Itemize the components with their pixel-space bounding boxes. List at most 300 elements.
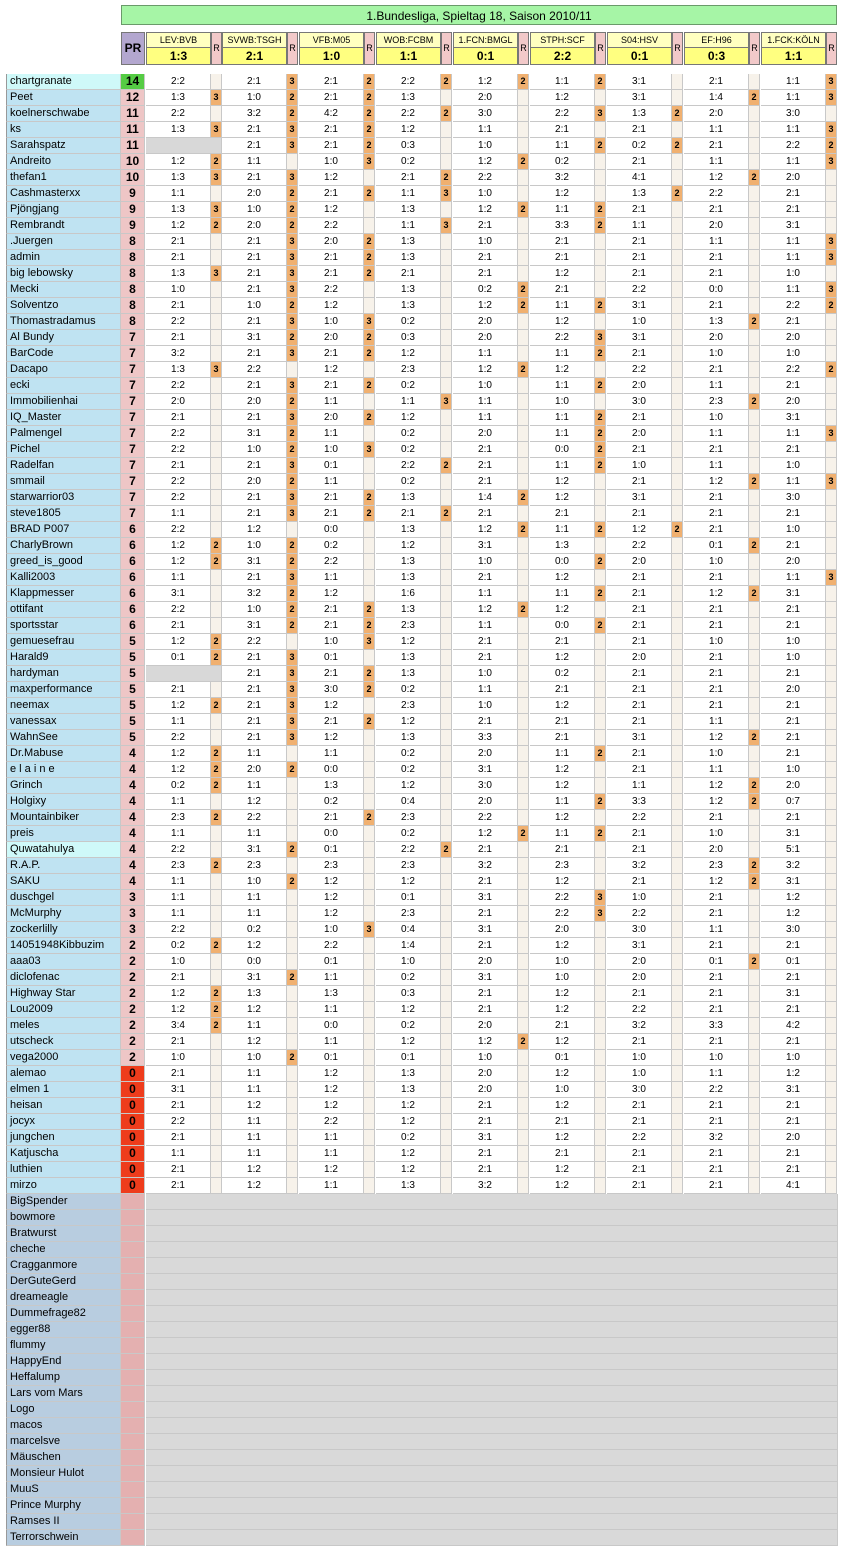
- bonus-cell: [287, 794, 298, 810]
- player-name: McMurphy: [6, 906, 121, 922]
- bonus-cell: [211, 378, 222, 394]
- bonus-cell: 3: [287, 570, 298, 586]
- player-name: Al Bundy: [6, 330, 121, 346]
- tip-cell: 3:1: [222, 842, 287, 858]
- match-teams: WOB:FCBM: [376, 32, 441, 48]
- bonus-cell: [595, 506, 606, 522]
- missing-tip-cell: [146, 138, 222, 154]
- tip-cell: 0:3: [376, 138, 441, 154]
- tip-cell: 2:1: [761, 1098, 826, 1114]
- bonus-cell: [595, 490, 606, 506]
- tip-cell: 2:1: [761, 970, 826, 986]
- tip-cell: 2:1: [607, 826, 672, 842]
- table-row: [6, 1386, 838, 1402]
- table-row: [6, 122, 838, 138]
- bonus-cell: [672, 858, 683, 874]
- tip-cell: 1:1: [299, 970, 364, 986]
- tip-cell: 1:2: [761, 890, 826, 906]
- tip-cell: 2:1: [530, 682, 595, 698]
- tip-cell: 3:1: [761, 874, 826, 890]
- tip-cell: 2:2: [222, 634, 287, 650]
- table-row: [6, 1034, 838, 1050]
- match-teams: EF:H96: [684, 32, 749, 48]
- bonus-cell: 3: [595, 330, 606, 346]
- tip-cell: 1:1: [146, 1146, 211, 1162]
- player-name: meles: [6, 1018, 121, 1034]
- tip-cell: 2:2: [607, 1130, 672, 1146]
- bonus-cell: 2: [441, 74, 452, 90]
- tip-cell: 1:0: [453, 138, 518, 154]
- bonus-cell: [749, 826, 760, 842]
- bonus-cell: 2: [287, 90, 298, 106]
- bonus-cell: [672, 586, 683, 602]
- tip-cell: 2:1: [684, 506, 749, 522]
- tip-cell: 2:1: [684, 618, 749, 634]
- bonus-cell: [287, 362, 298, 378]
- tip-cell: 3:1: [222, 426, 287, 442]
- table-row: [6, 1498, 838, 1514]
- table-row: [6, 490, 838, 506]
- bonus-cell: [826, 698, 837, 714]
- bonus-cell: [826, 1098, 837, 1114]
- bonus-cell: [672, 1098, 683, 1114]
- tip-cell: 1:2: [376, 1146, 441, 1162]
- bonus-cell: [672, 954, 683, 970]
- bonus-cell: [595, 1018, 606, 1034]
- tip-cell: 2:0: [222, 186, 287, 202]
- tip-cell: 0:0: [299, 1018, 364, 1034]
- tip-cell: 1:3: [607, 186, 672, 202]
- tip-cell: 2:1: [222, 682, 287, 698]
- player-name: starwarrior03: [6, 490, 121, 506]
- bonus-cell: 2: [287, 970, 298, 986]
- table-row: [6, 1466, 838, 1482]
- tip-cell: 2:1: [607, 234, 672, 250]
- bonus-cell: 2: [211, 698, 222, 714]
- bonus-cell: 2: [518, 298, 529, 314]
- tip-cell: 1:2: [146, 218, 211, 234]
- bonus-cell: [518, 138, 529, 154]
- tip-cell: 1:2: [530, 698, 595, 714]
- empty-tips: [146, 1450, 838, 1466]
- tip-cell: 2:1: [530, 282, 595, 298]
- tip-cell: 0:3: [376, 330, 441, 346]
- tip-cell: 3:2: [761, 858, 826, 874]
- tip-cell: 3:2: [607, 858, 672, 874]
- bonus-cell: [518, 778, 529, 794]
- tip-cell: 1:2: [530, 986, 595, 1002]
- bonus-cell: 3: [287, 314, 298, 330]
- tip-cell: 1:3: [146, 122, 211, 138]
- tip-cell: 2:1: [453, 474, 518, 490]
- player-points: 4: [121, 826, 145, 842]
- bonus-cell: 2: [211, 650, 222, 666]
- bonus-cell: 2: [211, 1018, 222, 1034]
- tip-cell: 2:1: [684, 970, 749, 986]
- bonus-cell: [441, 314, 452, 330]
- tip-cell: 1:1: [222, 826, 287, 842]
- bonus-cell: [595, 858, 606, 874]
- tip-cell: 2:3: [146, 858, 211, 874]
- bonus-cell: [441, 1098, 452, 1114]
- tip-cell: 1:2: [299, 874, 364, 890]
- tip-cell: 1:1: [607, 778, 672, 794]
- bonus-cell: 2: [211, 538, 222, 554]
- bonus-cell: 3: [826, 474, 837, 490]
- tip-cell: 1:3: [376, 570, 441, 586]
- table-row: [6, 874, 838, 890]
- player-points: 2: [121, 970, 145, 986]
- bonus-cell: [441, 554, 452, 570]
- player-name: SAKU: [6, 874, 121, 890]
- bonus-cell: [749, 122, 760, 138]
- tip-cell: 1:1: [684, 234, 749, 250]
- bonus-cell: [749, 970, 760, 986]
- table-row: [6, 234, 838, 250]
- tip-cell: 2:1: [146, 298, 211, 314]
- tip-cell: 2:1: [607, 410, 672, 426]
- player-name: Palmengel: [6, 426, 121, 442]
- tip-cell: 3:0: [607, 1082, 672, 1098]
- tip-cell: 2:1: [684, 490, 749, 506]
- bonus-cell: 3: [287, 730, 298, 746]
- tip-cell: 1:2: [376, 1162, 441, 1178]
- bonus-cell: [211, 1082, 222, 1098]
- bonus-cell: 3: [287, 650, 298, 666]
- table-row: [6, 1242, 838, 1258]
- tip-cell: 2:0: [607, 426, 672, 442]
- tip-cell: 2:1: [146, 1034, 211, 1050]
- table-row: [6, 522, 838, 538]
- bonus-cell: 2: [364, 138, 375, 154]
- tip-cell: 2:3: [684, 394, 749, 410]
- bonus-cell: [749, 762, 760, 778]
- bonus-cell: [826, 1066, 837, 1082]
- tip-cell: 1:2: [146, 986, 211, 1002]
- tip-cell: 3:1: [607, 490, 672, 506]
- bonus-cell: [826, 458, 837, 474]
- bonus-cell: [672, 1034, 683, 1050]
- tip-cell: 2:1: [607, 122, 672, 138]
- tip-cell: 1:2: [684, 794, 749, 810]
- bonus-cell: [211, 906, 222, 922]
- bonus-cell: 2: [287, 842, 298, 858]
- bonus-cell: [826, 858, 837, 874]
- player-points: 6: [121, 586, 145, 602]
- tip-cell: 2:1: [299, 666, 364, 682]
- bonus-cell: 2: [364, 506, 375, 522]
- bonus-cell: 2: [595, 826, 606, 842]
- tip-cell: 3:0: [453, 106, 518, 122]
- bonus-cell: [364, 1082, 375, 1098]
- tip-cell: 2:1: [607, 634, 672, 650]
- empty-tips: [146, 1402, 838, 1418]
- bonus-cell: [749, 1098, 760, 1114]
- tip-cell: 1:3: [376, 90, 441, 106]
- player-name: Solventzo: [6, 298, 121, 314]
- table-row: [6, 1130, 838, 1146]
- tip-cell: 2:1: [376, 506, 441, 522]
- tip-cell: 1:2: [530, 570, 595, 586]
- player-points: 7: [121, 474, 145, 490]
- table-row: [6, 586, 838, 602]
- bonus-cell: 2: [749, 778, 760, 794]
- player-name: sportsstar: [6, 618, 121, 634]
- tip-cell: 1:1: [299, 570, 364, 586]
- bonus-cell: [826, 1146, 837, 1162]
- bonus-cell: 2: [211, 986, 222, 1002]
- tip-cell: 2:1: [530, 634, 595, 650]
- bonus-cell: [749, 1178, 760, 1194]
- tip-cell: 2:1: [222, 650, 287, 666]
- player-name: BRAD P007: [6, 522, 121, 538]
- bonus-cell: [518, 122, 529, 138]
- tip-cell: 2:2: [146, 522, 211, 538]
- bonus-cell: [287, 522, 298, 538]
- bonus-cell: [672, 1130, 683, 1146]
- tip-cell: 2:0: [607, 554, 672, 570]
- bonus-cell: 2: [749, 538, 760, 554]
- tip-cell: 1:2: [299, 906, 364, 922]
- tip-cell: 2:0: [607, 650, 672, 666]
- tip-cell: 1:4: [684, 90, 749, 106]
- tip-cell: 2:2: [684, 186, 749, 202]
- bonus-cell: 3: [287, 490, 298, 506]
- match-result: 2:2: [530, 48, 595, 65]
- bonus-cell: [826, 170, 837, 186]
- bonus-cell: 2: [287, 426, 298, 442]
- tip-cell: 3:0: [607, 394, 672, 410]
- bonus-cell: [364, 554, 375, 570]
- table-row: [6, 954, 838, 970]
- player-name: DerGuteGerd: [6, 1274, 121, 1290]
- bonus-cell: 3: [826, 122, 837, 138]
- bonus-cell: 3: [287, 346, 298, 362]
- bonus-cell: [441, 138, 452, 154]
- tip-cell: 2:1: [684, 74, 749, 90]
- bonus-cell: [749, 922, 760, 938]
- table-row: [6, 314, 838, 330]
- bonus-cell: [518, 842, 529, 858]
- tip-cell: 1:0: [761, 1050, 826, 1066]
- bonus-cell: [211, 522, 222, 538]
- player-points: 7: [121, 362, 145, 378]
- bonus-cell: [287, 938, 298, 954]
- tip-cell: 2:1: [684, 250, 749, 266]
- bonus-cell: [441, 954, 452, 970]
- tip-cell: 1:1: [299, 1146, 364, 1162]
- bonus-cell: [672, 314, 683, 330]
- tip-cell: 1:1: [222, 1114, 287, 1130]
- bonus-cell: [211, 874, 222, 890]
- player-name: thefan1: [6, 170, 121, 186]
- match-teams: 1.FCK:KÖLN: [761, 32, 826, 48]
- empty-tips: [146, 1370, 838, 1386]
- bonus-cell: 2: [364, 90, 375, 106]
- bonus-cell: 2: [595, 346, 606, 362]
- tip-cell: 1:2: [761, 1066, 826, 1082]
- bonus-cell: 2: [749, 794, 760, 810]
- bonus-cell: [595, 474, 606, 490]
- bonus-cell: [826, 1114, 837, 1130]
- tip-cell: 0:2: [453, 282, 518, 298]
- tip-cell: 2:1: [684, 442, 749, 458]
- bonus-cell: [749, 522, 760, 538]
- tip-cell: 0:2: [376, 442, 441, 458]
- player-points: 5: [121, 634, 145, 650]
- tip-cell: 2:0: [222, 762, 287, 778]
- player-name: neemax: [6, 698, 121, 714]
- tip-cell: 1:1: [761, 154, 826, 170]
- tip-cell: 2:2: [530, 906, 595, 922]
- empty-tips: [146, 1386, 838, 1402]
- bonus-cell: 2: [364, 618, 375, 634]
- bonus-cell: [211, 474, 222, 490]
- player-name: Harald9: [6, 650, 121, 666]
- bonus-cell: [364, 730, 375, 746]
- bonus-cell: [595, 570, 606, 586]
- tip-cell: 2:0: [761, 1130, 826, 1146]
- table-row: [6, 330, 838, 346]
- bonus-cell: [364, 698, 375, 714]
- tip-cell: 2:1: [222, 138, 287, 154]
- tip-cell: 2:1: [222, 490, 287, 506]
- tip-cell: 2:0: [299, 234, 364, 250]
- tip-cell: 1:0: [299, 154, 364, 170]
- bonus-cell: [672, 234, 683, 250]
- bonus-cell: 2: [672, 186, 683, 202]
- tip-cell: 1:2: [684, 874, 749, 890]
- bonus-cell: 2: [287, 218, 298, 234]
- bonus-cell: [595, 394, 606, 410]
- table-row: [6, 1354, 838, 1370]
- tip-cell: 0:2: [376, 1018, 441, 1034]
- empty-tips: [146, 1498, 838, 1514]
- tip-cell: 1:2: [376, 1002, 441, 1018]
- bonus-cell: [826, 618, 837, 634]
- bonus-cell: 2: [749, 394, 760, 410]
- player-points: 2: [121, 1002, 145, 1018]
- table-row: [6, 1082, 838, 1098]
- tip-cell: 1:1: [761, 282, 826, 298]
- tip-cell: 3:3: [607, 794, 672, 810]
- bonus-cell: [518, 1082, 529, 1098]
- bonus-cell: 2: [211, 810, 222, 826]
- player-name: heisan: [6, 1098, 121, 1114]
- bonus-cell: [672, 282, 683, 298]
- bonus-cell: [441, 1178, 452, 1194]
- bonus-cell: [441, 426, 452, 442]
- bonus-cell: [441, 346, 452, 362]
- bonus-cell: [441, 730, 452, 746]
- player-points: 7: [121, 426, 145, 442]
- tip-cell: 1:0: [761, 522, 826, 538]
- table-row: [6, 922, 838, 938]
- tip-cell: 0:2: [376, 682, 441, 698]
- bonus-cell: [364, 970, 375, 986]
- bonus-cell: [211, 442, 222, 458]
- tip-cell: 1:0: [299, 922, 364, 938]
- tip-cell: 2:1: [607, 570, 672, 586]
- bonus-cell: [672, 362, 683, 378]
- tip-cell: 2:2: [376, 842, 441, 858]
- tip-cell: 1:2: [222, 522, 287, 538]
- player-name: bowmore: [6, 1210, 121, 1226]
- bonus-cell: [518, 746, 529, 762]
- tip-cell: 1:0: [299, 314, 364, 330]
- tip-cell: 1:2: [146, 154, 211, 170]
- bonus-cell: [364, 842, 375, 858]
- tip-cell: 2:0: [761, 554, 826, 570]
- bonus-cell: [518, 1162, 529, 1178]
- tip-cell: 1:0: [146, 954, 211, 970]
- bonus-cell: [287, 954, 298, 970]
- bonus-cell: [441, 474, 452, 490]
- bonus-cell: [211, 570, 222, 586]
- player-name: Ramses II: [6, 1514, 121, 1530]
- player-name: smmail: [6, 474, 121, 490]
- tip-cell: 1:3: [376, 522, 441, 538]
- bonus-cell: [518, 1066, 529, 1082]
- tip-cell: 2:0: [684, 218, 749, 234]
- table-row: [6, 1274, 838, 1290]
- player-points: [121, 1258, 145, 1274]
- tip-cell: 2:0: [222, 474, 287, 490]
- player-name: Bratwurst: [6, 1226, 121, 1242]
- tip-cell: 0:2: [376, 762, 441, 778]
- tip-cell: 2:1: [761, 202, 826, 218]
- tip-cell: 2:1: [530, 1114, 595, 1130]
- bonus-cell: 2: [749, 170, 760, 186]
- player-points: 5: [121, 682, 145, 698]
- player-points: 2: [121, 954, 145, 970]
- bonus-cell: 2: [595, 618, 606, 634]
- tip-cell: 3:0: [299, 682, 364, 698]
- tip-cell: 1:2: [376, 874, 441, 890]
- tip-cell: 3:1: [607, 74, 672, 90]
- player-points: 7: [121, 458, 145, 474]
- tip-cell: 2:0: [761, 778, 826, 794]
- tip-cell: 1:0: [222, 602, 287, 618]
- bonus-cell: [672, 634, 683, 650]
- tip-cell: 3:1: [761, 586, 826, 602]
- bonus-cell: [518, 986, 529, 1002]
- tip-cell: 1:1: [146, 826, 211, 842]
- bonus-cell: [672, 682, 683, 698]
- tip-cell: 1:0: [684, 410, 749, 426]
- bonus-cell: 3: [364, 442, 375, 458]
- bonus-cell: [826, 394, 837, 410]
- bonus-cell: [441, 970, 452, 986]
- bonus-cell: [595, 1098, 606, 1114]
- bonus-cell: [518, 762, 529, 778]
- tip-cell: 1:1: [146, 794, 211, 810]
- bonus-cell: 3: [826, 90, 837, 106]
- bonus-cell: [749, 1114, 760, 1130]
- tip-cell: 1:0: [684, 634, 749, 650]
- bonus-cell: [441, 938, 452, 954]
- tip-cell: 3:2: [607, 1018, 672, 1034]
- tip-cell: 2:1: [299, 250, 364, 266]
- tip-cell: 1:2: [299, 1162, 364, 1178]
- player-points: 0: [121, 1146, 145, 1162]
- bonus-cell: [672, 202, 683, 218]
- player-name: Immobilienhai: [6, 394, 121, 410]
- tip-cell: 1:3: [299, 986, 364, 1002]
- table-row: [6, 538, 838, 554]
- table-row: [6, 634, 838, 650]
- tip-cell: 4:1: [607, 170, 672, 186]
